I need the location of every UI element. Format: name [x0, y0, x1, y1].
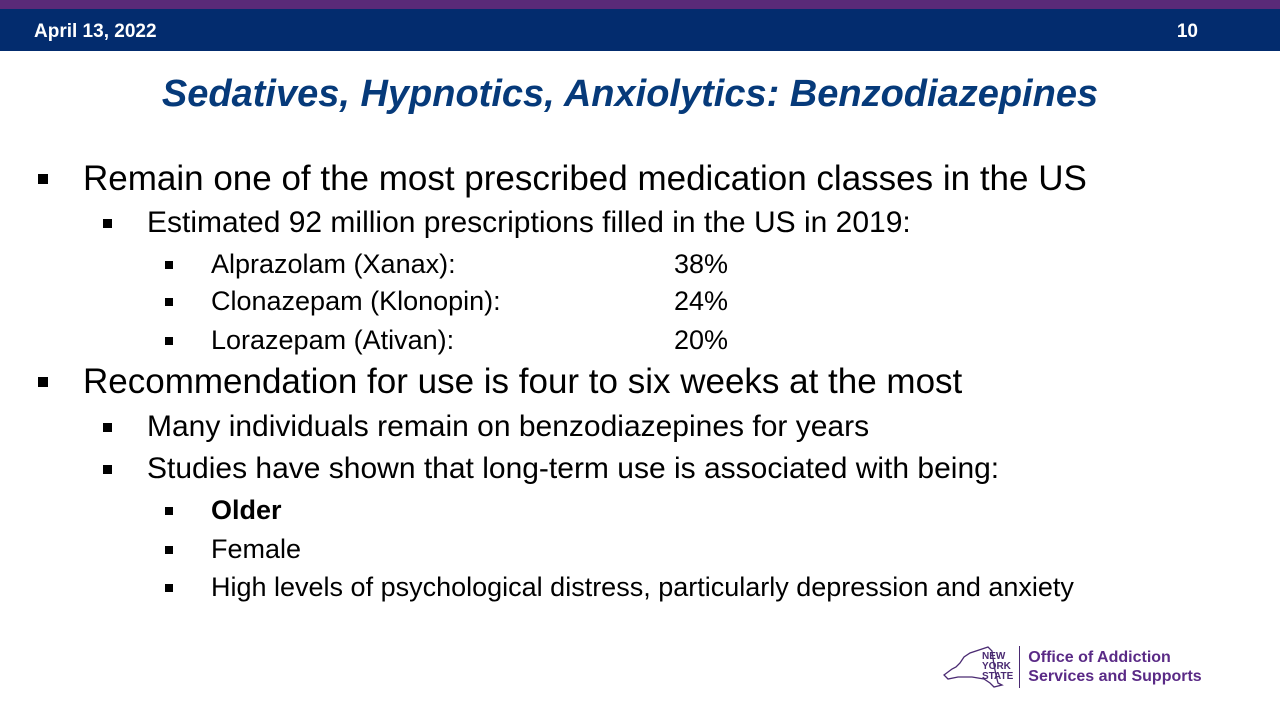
- bullet-icon: [38, 377, 48, 387]
- bullet-icon: [103, 219, 112, 228]
- drug-name: Clonazepam (Klonopin):: [211, 286, 501, 316]
- drug-percent: 24%: [674, 286, 729, 316]
- date-label: April 13, 2022: [34, 21, 157, 42]
- factor-text: Older: [211, 495, 282, 525]
- bullet-icon: [103, 465, 112, 474]
- drug-percent: 38%: [674, 249, 729, 279]
- drug-name: Lorazepam (Ativan):: [211, 325, 455, 355]
- bullet-text: Remain one of the most prescribed medication classes in the US: [83, 159, 1087, 198]
- drug-name: Alprazolam (Xanax):: [211, 249, 456, 279]
- slide-title: Sedatives, Hypnotics, Anxiolytics: Benzodiazepines: [161, 73, 1099, 115]
- factor-text: Female: [211, 534, 302, 564]
- bullet-icon: [103, 423, 112, 432]
- bullet-text: Studies have shown that long-term use is associated with being:: [147, 452, 1000, 485]
- nys-oasas-logo: [942, 645, 1202, 689]
- bullet-icon: [165, 261, 173, 269]
- logo-text-line1: Office of Addiction: [1028, 649, 1171, 666]
- bullet-text: Estimated 92 million prescriptions filled in the US in 2019:: [147, 206, 911, 239]
- bullet-icon: [165, 546, 173, 554]
- bullet-text: Recommendation for use is four to six weeks at the most: [83, 362, 963, 401]
- header-bar: [0, 9, 1280, 51]
- bullet-icon: [38, 174, 48, 184]
- new-york-state-wordmark: NEW YORK STATE: [982, 651, 1014, 682]
- bullet-icon: [165, 507, 173, 515]
- factor-text: High levels of psychological distress, particularly depression and anxiety: [211, 572, 1074, 602]
- logo-text-line2: Services and Supports: [1028, 668, 1202, 685]
- bullet-icon: [165, 337, 173, 345]
- bullet-text: Many individuals remain on benzodiazepines for years: [147, 410, 870, 443]
- bullet-icon: [165, 298, 173, 306]
- slide-number: 10: [1176, 21, 1198, 42]
- bullet-icon: [165, 584, 173, 592]
- drug-percent: 20%: [674, 325, 729, 355]
- logo-divider: [1019, 646, 1020, 688]
- top-accent-strip: [0, 0, 1280, 9]
